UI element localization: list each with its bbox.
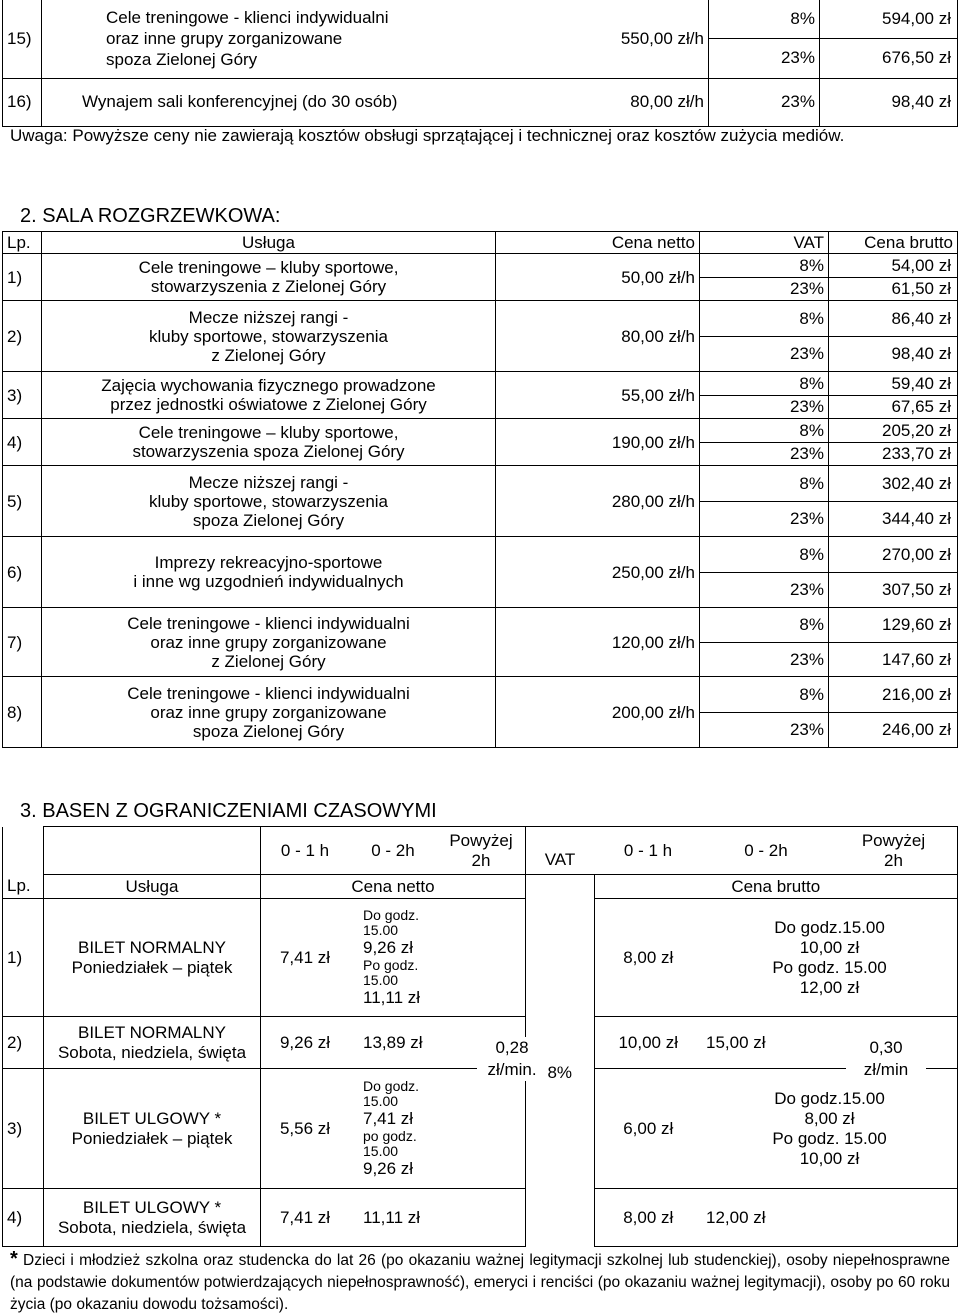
table-row (3, 466, 958, 537)
table-row (3, 254, 958, 301)
subheader-netto-2h: 0 - 2h (349, 827, 437, 875)
brutto-cell: 205,20 zł 233,70 zł (829, 419, 958, 466)
vat-cell: 8% (526, 899, 595, 1247)
netto-cell: 280,00 zł/h (496, 466, 700, 537)
service-cell: Mecze niższej rangi - kluby sportowe, stowarzyszenia z Zielonej Góry (42, 301, 496, 372)
netto-1h-cell: 7,41 zł (261, 1189, 350, 1247)
table-row (3, 372, 958, 419)
lp-cell: 6) (3, 537, 42, 608)
brutto-cell: 59,40 zł 67,65 zł (829, 372, 958, 419)
header-brutto: Cena brutto (829, 232, 958, 254)
brutto-cell: 270,00 zł 307,50 zł (829, 537, 958, 608)
vat-cell: 8% 23% (700, 608, 829, 677)
vat-cell: 8% 23% (700, 537, 829, 608)
header-vat: VAT (700, 232, 829, 254)
brutto-2h-cell: 12,00 zł (702, 1189, 958, 1247)
brutto-over-price: 0,30 zł/min (846, 1037, 926, 1081)
brutto-cell: 594,00 zł 676,50 zł (820, 0, 958, 78)
table-row (3, 419, 958, 466)
lp-cell: 16) (3, 78, 42, 126)
brutto-1h-cell: 8,00 zł (594, 899, 702, 1017)
service-cell: Cele treningowe - klienci indywidualni oraz inne grupy zorganizowane spoza Zielonej Góry (42, 0, 571, 78)
subheader-vat: VAT (526, 827, 595, 875)
service-cell: Cele treningowe - klienci indywidualni oraz inne grupy zorganizowane z Zielonej Góry (42, 608, 496, 677)
subheader-brutto-over: Powyżej 2h (830, 827, 958, 875)
netto-2h-cell: 11,11 zł (349, 1189, 526, 1247)
subheader-netto-over: Powyżej 2h (437, 827, 526, 875)
sala-rows (3, 254, 958, 748)
brutto-1h-cell: 8,00 zł (594, 1189, 702, 1247)
netto-1h-cell: 5,56 zł (261, 1069, 350, 1189)
header-service: Usługa (42, 232, 496, 254)
netto-1h-cell: 7,41 zł (261, 899, 350, 1017)
service-cell: Cele treningowe – kluby sportowe, stowarzyszenia z Zielonej Góry (42, 254, 496, 301)
brutto-cell: 86,40 zł 98,40 zł (829, 301, 958, 372)
table-row (3, 1069, 958, 1189)
service-cell: Cele treningowe - klienci indywidualni oraz inne grupy zorganizowane spoza Zielonej Góry (42, 677, 496, 748)
lp-cell: 1) (3, 899, 44, 1017)
netto-cell: 550,00 zł/h (570, 0, 709, 78)
brutto-1h-cell: 10,00 zł (594, 1017, 702, 1069)
netto-cell: 80,00 zł/h (570, 78, 709, 126)
header-service: Usługa (44, 875, 261, 899)
service-cell: Cele treningowe – kluby sportowe, stowarzyszenia spoza Zielonej Góry (42, 419, 496, 466)
footnote: * Dzieci i młodzież szkolna oraz studencka do lat 26 (po okazaniu ważnej legitymacji szkolnej lub studenckiej), osoby niepełnosprawne (na podstawie dokumentów potwierdzających niepełnosprawność), emeryci i renciści (po okazaniu ważnej legitymacji), osoby po 60 roku życia (po okazaniu dowodu tożsamości). (10, 1248, 950, 1313)
lp-cell: 1) (3, 254, 42, 301)
netto-cell: 190,00 zł/h (496, 419, 700, 466)
table-row (3, 677, 958, 748)
lp-cell: 2) (3, 1017, 44, 1069)
service-cell: BILET NORMALNY Poniedziałek – piątek (44, 899, 261, 1017)
brutto-2h-cell: Do godz.15.00 8,00 zł Po godz. 15.00 10,00 zł (702, 1069, 958, 1189)
service-cell: Imprezy rekreacyjno-sportowe i inne wg uzgodnień indywidualnych (42, 537, 496, 608)
lp-cell: 3) (3, 1069, 44, 1189)
service-cell: BILET ULGOWY * Poniedziałek – piątek (44, 1069, 261, 1189)
brutto-cell: 302,40 zł 344,40 zł (829, 466, 958, 537)
header-netto: Cena netto (496, 232, 700, 254)
netto-2h-cell: 13,89 zł (349, 1017, 526, 1069)
netto-cell: 120,00 zł/h (496, 608, 700, 677)
vat-cell: 23% (709, 78, 820, 126)
top-price-table (2, 0, 958, 127)
subheader-brutto-1h: 0 - 1 h (594, 827, 702, 875)
vat-cell: 8% 23% (700, 372, 829, 419)
sala-rozgrzewkowa-table (2, 231, 958, 748)
table-row (3, 899, 958, 1017)
netto-cell: 80,00 zł/h (496, 301, 700, 372)
vat-cell: 8% 23% (700, 301, 829, 372)
note-uwaga: Uwaga: Powyższe ceny nie zawierają kosztów obsługi sprzątającej i technicznej oraz kosztów zużycia mediów. (10, 126, 845, 145)
brutto-2h-cell: Do godz.15.00 10,00 zł Po godz. 15.00 12,00 zł (702, 899, 958, 1017)
lp-cell: 5) (3, 466, 42, 537)
netto-2h-cell: Do godz. 15.00 9,26 zł Po godz. 15.00 11,11 zł (349, 899, 526, 1017)
lp-cell: 2) (3, 301, 42, 372)
lp-cell: 8) (3, 677, 42, 748)
section-3-title: 3. BASEN Z OGRANICZENIAMI CZASOWYMI (20, 800, 437, 822)
netto-cell: 50,00 zł/h (496, 254, 700, 301)
brutto-cell: 216,00 zł 246,00 zł (829, 677, 958, 748)
table-row (3, 608, 958, 677)
netto-1h-cell: 9,26 zł (261, 1017, 350, 1069)
lp-cell: 4) (3, 1189, 44, 1247)
header-lp: Lp. (3, 875, 44, 899)
netto-cell: 250,00 zł/h (496, 537, 700, 608)
brutto-cell: 129,60 zł 147,60 zł (829, 608, 958, 677)
vat-cell: 8% 23% (700, 677, 829, 748)
lp-cell: 7) (3, 608, 42, 677)
netto-over-price: 0,28 zł/min. (477, 1037, 547, 1081)
netto-cell: 55,00 zł/h (496, 372, 700, 419)
service-cell: BILET ULGOWY * Sobota, niedziela, święta (44, 1189, 261, 1247)
service-cell: Zajęcia wychowania fizycznego prowadzone przez jednostki oświatowe z Zielonej Góry (42, 372, 496, 419)
subheader-brutto-2h: 0 - 2h (702, 827, 830, 875)
service-cell: Mecze niższej rangi - kluby sportowe, stowarzyszenia spoza Zielonej Góry (42, 466, 496, 537)
service-cell: BILET NORMALNY Sobota, niedziela, święta (44, 1017, 261, 1069)
header-lp: Lp. (3, 232, 42, 254)
vat-cell: 8% 23% (700, 466, 829, 537)
vat-cell: 8% 23% (700, 419, 829, 466)
header-netto: Cena netto (261, 875, 526, 899)
header-brutto: Cena brutto (594, 875, 958, 899)
lp-cell: 15) (3, 0, 42, 78)
netto-cell: 200,00 zł/h (496, 677, 700, 748)
table-row (3, 301, 958, 372)
subheader-netto-1h: 0 - 1 h (261, 827, 350, 875)
section-2-title: 2. SALA ROZGRZEWKOWA: (20, 205, 281, 227)
lp-cell: 3) (3, 372, 42, 419)
brutto-cell: 54,00 zł 61,50 zł (829, 254, 958, 301)
brutto-1h-cell: 6,00 zł (594, 1069, 702, 1189)
table-row (3, 1189, 958, 1247)
brutto-2h-cell: 15,00 zł (702, 1017, 958, 1069)
vat-cell: 8% 23% (709, 0, 820, 78)
brutto-cell: 98,40 zł (820, 78, 958, 126)
lp-cell: 4) (3, 419, 42, 466)
service-cell: Wynajem sali konferencyjnej (do 30 osób) (42, 78, 571, 126)
netto-2h-cell: Do godz. 15.00 7,41 zł po godz. 15.00 9,26 zł (349, 1069, 526, 1189)
vat-cell: 8% 23% (700, 254, 829, 301)
table-row (3, 537, 958, 608)
